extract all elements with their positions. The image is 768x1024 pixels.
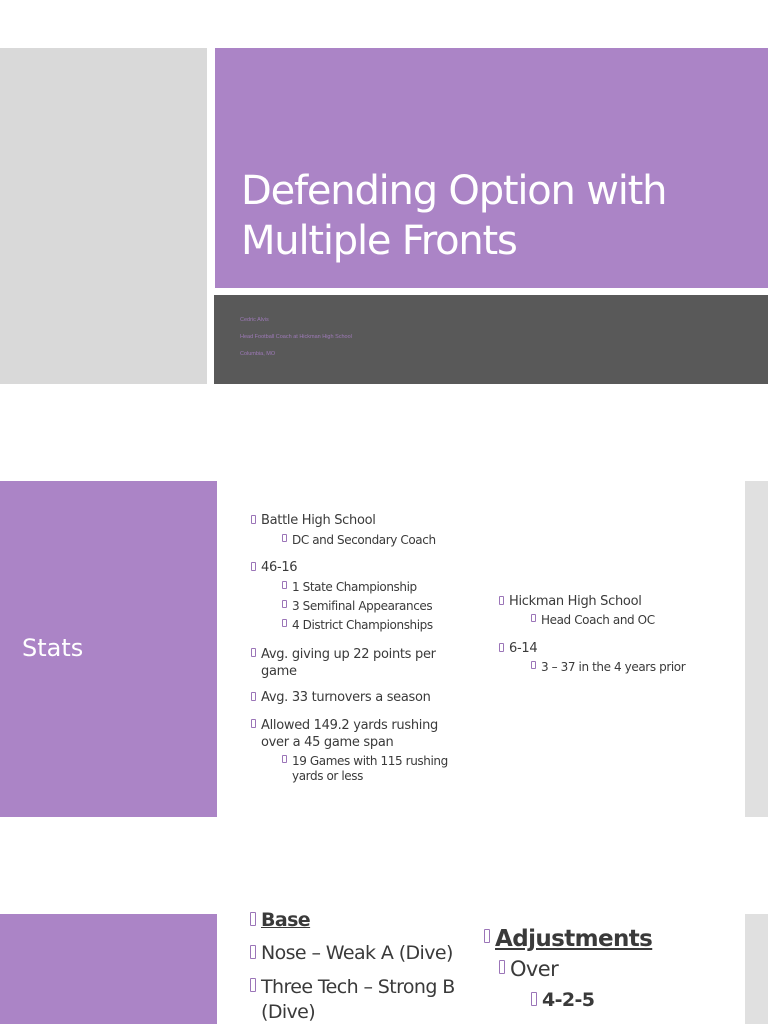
list-item: Hickman High School: [509, 594, 642, 609]
list-item: Nose – Weak A (Dive): [261, 942, 453, 964]
stats-slide: [0, 481, 768, 817]
stats-side-panel: [0, 481, 217, 817]
bullet-icon: [499, 960, 505, 974]
list-item: Three Tech – Strong B (Dive): [261, 975, 461, 1024]
bullet-icon: [484, 929, 490, 943]
list-item: DC and Secondary Coach: [292, 533, 436, 547]
bullet-icon: [251, 719, 256, 728]
bullet-icon: [282, 534, 287, 542]
bullet-icon: [282, 755, 287, 763]
slide-title-line-1: Defending Option with: [241, 168, 667, 214]
bullet-icon: [251, 692, 256, 701]
list-item: 6-14: [509, 641, 537, 656]
bullet-icon: [499, 643, 504, 652]
list-item: 19 Games with 115 rushing yards or less: [292, 754, 462, 784]
list-item: Avg. 33 turnovers a season: [261, 690, 431, 705]
bullet-icon: [250, 978, 256, 992]
bullet-icon: [499, 596, 504, 605]
stats-side-title: Stats: [22, 634, 84, 662]
subtitle-panel: [214, 295, 768, 384]
fronts-slide: [0, 909, 768, 1024]
list-item: 3 Semifinal Appearances: [292, 599, 432, 613]
list-item: Head Coach and OC: [541, 613, 655, 627]
bullet-icon: [282, 600, 287, 608]
stats-right-gray-strip: [745, 481, 768, 817]
list-item: 4-2-5: [542, 989, 594, 1011]
bullet-icon: [250, 912, 256, 926]
list-item: Over: [510, 957, 558, 981]
fronts-right-gray-strip: [745, 914, 768, 1024]
bullet-icon: [282, 581, 287, 589]
list-item: 46-16: [261, 560, 297, 575]
fronts-side-panel: [0, 914, 217, 1024]
title-slide: [0, 48, 768, 384]
title-panel: [215, 48, 768, 288]
slide-title: [241, 166, 761, 266]
list-item: Avg. giving up 22 points per game: [261, 646, 451, 680]
bullet-icon: [251, 562, 256, 571]
list-item: 1 State Championship: [292, 580, 417, 594]
presenter-role: Head Football Coach at Hickman High School: [240, 334, 352, 340]
bullet-icon: [251, 648, 256, 657]
list-item: 3 – 37 in the 4 years prior: [541, 660, 685, 674]
presenter-location: Columbia, MO: [240, 351, 276, 357]
list-item: Adjustments: [495, 926, 652, 952]
list-item: Battle High School: [261, 513, 376, 528]
bullet-icon: [531, 992, 537, 1006]
title-slide-gray-panel: [0, 48, 207, 384]
bullet-icon: [531, 661, 536, 669]
bullet-icon: [251, 515, 256, 524]
list-item: Base: [261, 909, 310, 931]
bullet-icon: [282, 619, 287, 627]
bullet-icon: [250, 945, 256, 959]
list-item: Allowed 149.2 yards rushing over a 45 game span: [261, 717, 461, 751]
list-item: 4 District Championships: [292, 618, 433, 632]
bullet-icon: [531, 614, 536, 622]
slide-title-line-2: Multiple Fronts: [241, 218, 517, 264]
presenter-name: Cedric Alvis: [240, 317, 269, 323]
